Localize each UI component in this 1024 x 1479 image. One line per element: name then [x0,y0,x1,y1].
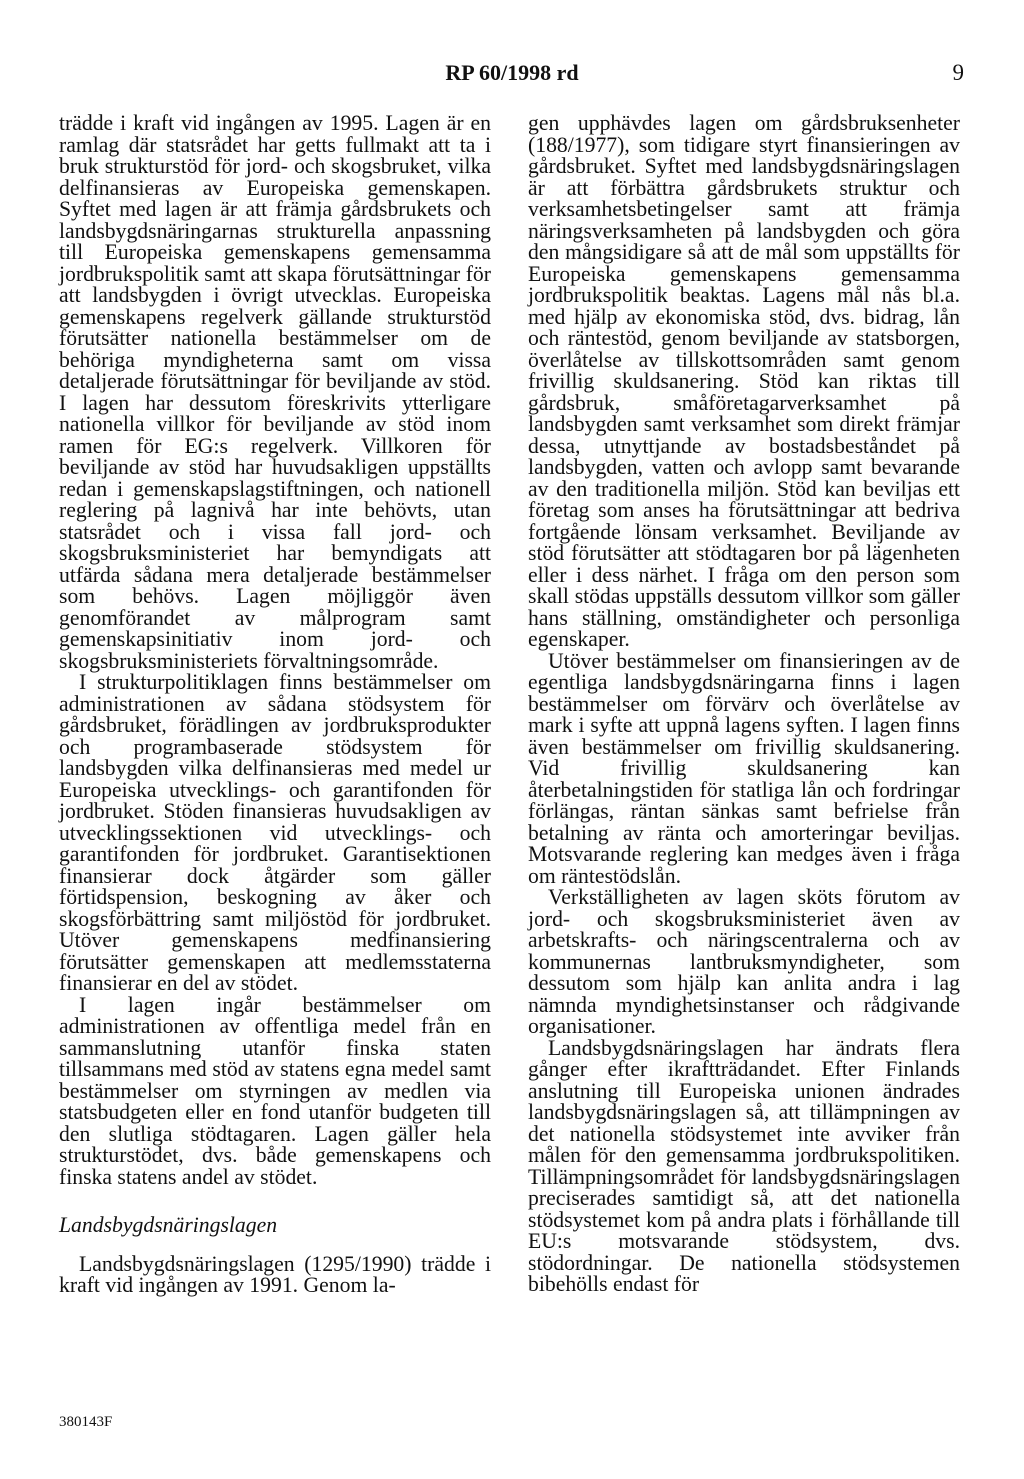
paragraph: trädde i kraft vid ingången av 1995. Lagen är en ramlag där statsrådet har getts fullmakt att ta i bruk strukturstöd för jord- och skogsbruket, vilka delfinansieras av Europeiska gemenskapen. Syftet med lagen är att främja gårdsbrukets och landsbygdsnäringarnas strukturella anpassning till Europeiska gemenskapens gemensamma jordbrukspolitik samt att skapa förutsättningar för att landsbygden i övrigt utvecklas. Europeiska gemenskapens regelverk gällande strukturstöd förutsätter nationella bestämmelser om de behöriga myndigheterna samt om vissa detaljerade förutsättningar för beviljande av stöd. I lagen har dessutom föreskrivits ytterligare nationella villkor för beviljande av stöd inom ramen för EG:s regelverk. Villkoren för beviljande av stöd har huvudsakligen uppställts redan i gemenskapslagstiftningen, och nationell reglering på lagnivå har inte behövts, utan statsrådet och i vissa fall jord- och skogsbruksministeriet har bemyndigats att utfärda sådana mera detaljerade bestämmelser som behövs. Lagen möjliggör även genomförandet av målprogram samt gemenskapsinitiativ inom jord- och skogsbruksministeriets förvaltningsområde. [59,111,491,673]
footer-print-code: 380143F [59,1414,113,1430]
paragraph: I strukturpolitiklagen finns bestämmelser om administrationen av sådana stödsystem för gårdsbruket, förädlingen av jordbruksprodukter och programbaserade stödsystem för landsbygden vilka delfinansieras med medel ur Europeiska utvecklings- och garantifonden för jordbruket. Stöden finansieras huvudsakligen av utvecklingssektionen vid utvecklings- och garantifonden för jordbruket. Garantisektionen finansierar dock åtgärder som gäller förtidspension, beskogning av åker och skogsförbättring samt miljöstöd för jordbruket. Utöver gemenskapens medfinansiering förutsätter gemenskapen att medlemsstaterna finansierar en del av stödet. [59,670,491,995]
paragraph: Verkställigheten av lagen sköts förutom av jord- och skogsbruksministeriet även av arbetskrafts- och näringscentralerna och av kommunernas lantbruksmyndigheter, som dessutom som hjälp kan anlita andra i lag nämnda myndighetsinstanser och rådgivande organisationer. [528,885,960,1038]
paragraph: gen upphävdes lagen om gårdsbruksenheter (188/1977), som tidigare styrt finansieringen av gårdsbruket. Syftet med landsbygdsnäringslagen är att förbättra gårdsbrukets struktur och verksamhetsbetingelser samt att främja näringsverksamheten på landsbygden och göra den mångsidigare så att de mål som uppställts för Europeiska gemenskapens gemensamma jordbrukspolitik beaktas. Lagens mål nås bl.a. med hjälp av ekonomiska stöd, dvs. bidrag, lån och räntestöd, genom beviljande av statsborgen, överlåtelse av tillskottsområden samt genom frivillig skuldsanering. Stöd kan riktas till gårdsbruk, småföretagarverksamhet på landsbygden samt verksamhet som direkt främjar dessa, utnyttjande av bostadsbeståndet på landsbygden, vatten och avlopp samt bevarande av den traditionella miljön. Stöd kan beviljas ett företag som anses ha förutsättningar att bedriva fortgående lönsam verksamhet. Beviljande av stöd förutsätter att stödtagaren bor på lägenheten eller i dess närhet. I fråga om den person som skall stödas uppställs dessutom villkor som gäller hans ställning, omständigheter och personliga egenskaper. [528,111,960,651]
left-column [59,113,491,1297]
right-column [528,113,960,1296]
paragraph: Utöver bestämmelser om finansieringen av de egentliga landsbygdsnäringarna finns i lagen bestämmelser om förvärv och överlåtelse av mark i syfte att uppnå lagens syften. I lagen finns även bestämmelser om frivillig skuldsanering. Vid frivillig skuldsanering kan återbetalningstiden för statliga lån och fordringar förlängas, räntan sänkas samt befrielse från betalning av ränta och amorteringar beviljas. Motsvarande reglering kan medges även i fråga om räntestödslån. [528,648,960,888]
paragraph: I lagen ingår bestämmelser om administrationen av offentliga medel från en sammanslutning utanför finska staten tillsammans med stöd av statens egna medel samt bestämmelser om styrningen av medlen via statsbudgeten eller en fond utanför budgeten till den slutliga stödtagaren. Lagen gäller hela strukturstödet, dvs. både gemenskapens och finska statens andel av stödet. [59,992,491,1189]
paragraph: Landsbygdsnäringslagen har ändrats flera gånger efter ikraftträdandet. Efter Finlands anslutning till Europeiska unionen ändrades landsbygdsnäringslagen så, att tillämpningen av det nationella stödsystemet inte avviker från målen för den gemensamma jordbrukspolitiken. Tillämpningsområdet för landsbygdsnäringslagen preciserades samtidigt så, att det nationella stödsystemet kom på andra plats i förhållande till EU:s motsvarande stödsystem, dvs. stödordningar. De nationella stödsystemen bibehölls endast för [528,1035,960,1296]
section-heading: Landsbygdsnäringslagen [59,1213,278,1237]
paragraph: Landsbygdsnäringslagen (1295/1990) trädde i kraft vid ingången av 1991. Genom la- [59,1251,491,1297]
page-number: 9 [952,60,964,85]
page-header-title: RP 60/1998 rd [445,60,579,85]
